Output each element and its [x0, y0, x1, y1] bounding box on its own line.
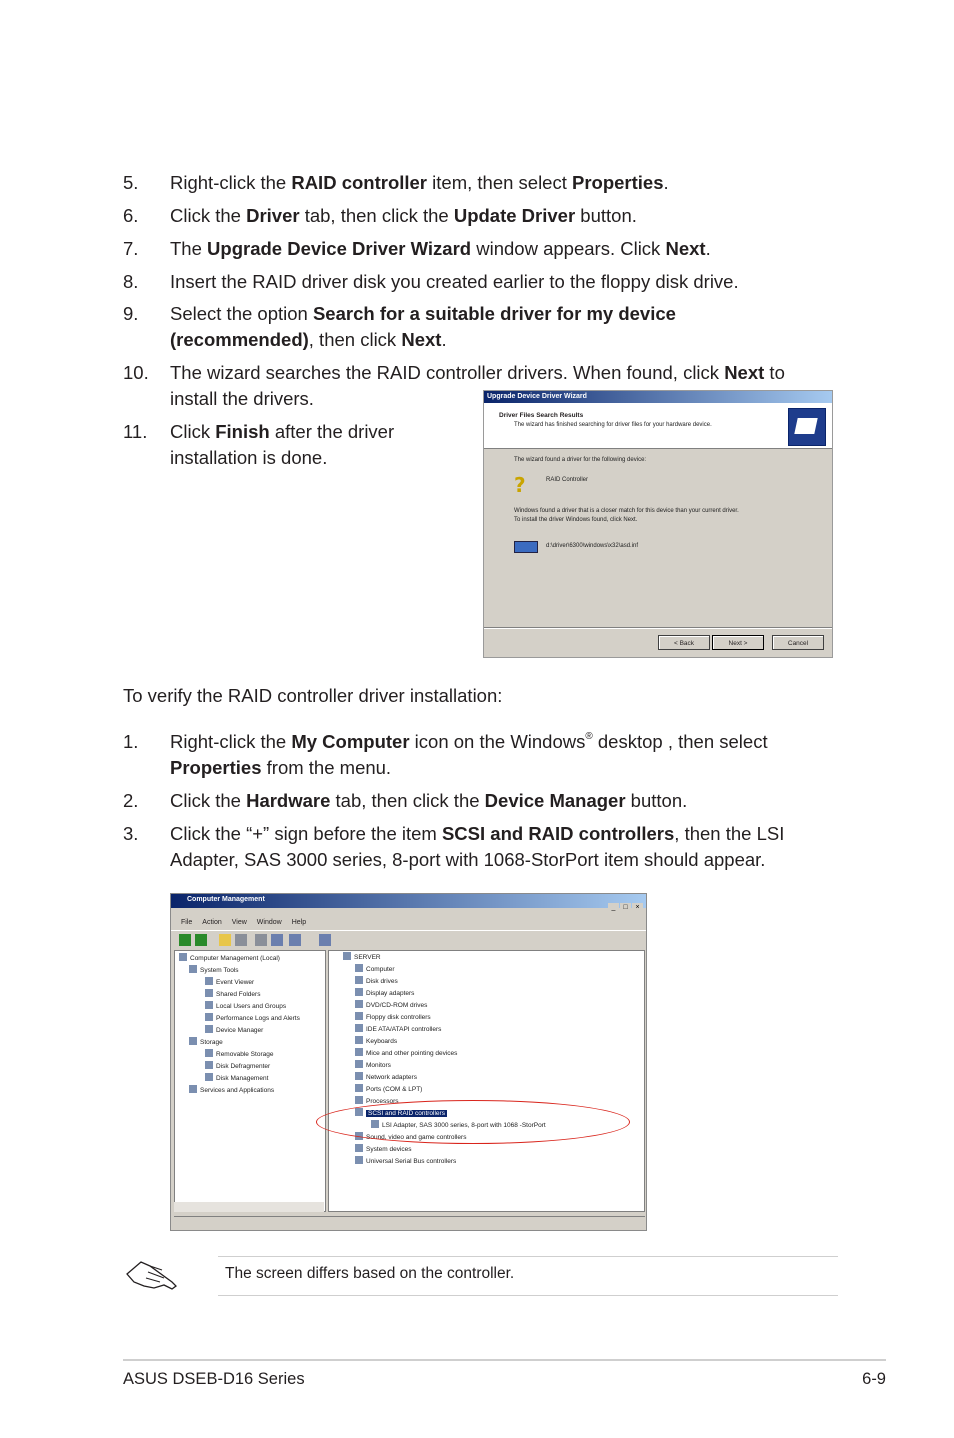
menu-item-window[interactable]: Window: [256, 919, 282, 926]
device-node[interactable]: [355, 976, 398, 988]
step-number: 5.: [123, 172, 139, 193]
wizard-driver-path: d:\driver\6300\windows\x32\asd.inf: [546, 543, 639, 549]
device-node[interactable]: [355, 1060, 391, 1072]
step-text: after the driver: [269, 421, 395, 442]
step-text: button.: [625, 790, 688, 811]
device-icon: [355, 964, 363, 972]
step-bold: (recommended): [170, 329, 309, 350]
step-text: Click the “+” sign before the item: [170, 823, 442, 844]
tree-node[interactable]: [205, 989, 260, 1001]
node-label: Shared Folders: [216, 991, 261, 998]
scan-hardware-icon[interactable]: [319, 934, 331, 946]
step-bold: Upgrade Device Driver Wizard: [207, 238, 472, 259]
step-text: The wizard searches the RAID controller drivers. When found, click: [170, 362, 725, 383]
node-label: Monitors: [366, 1062, 391, 1069]
device-icon: [355, 1156, 363, 1164]
step-bold: Next: [724, 362, 765, 383]
menu-item-file[interactable]: File: [181, 919, 193, 926]
node-label: Performance Logs and Alerts: [216, 1015, 300, 1022]
step-text: installation is done.: [170, 447, 328, 468]
step-text: Adapter, SAS 3000 series, 8-port with 1068-StorPort item should appear.: [170, 849, 766, 870]
step-bold: RAID controller: [291, 172, 428, 193]
step-text: desktop , then select: [592, 731, 768, 752]
device-node[interactable]: [355, 988, 414, 1000]
step-line: [170, 236, 711, 262]
menu-item-view[interactable]: View: [231, 919, 247, 926]
wizard-heading: Driver Files Search Results: [499, 412, 584, 419]
step-bold: Properties: [170, 757, 262, 778]
device-icon: [355, 1096, 363, 1104]
step-text: , then click: [308, 329, 402, 350]
node-label: Services and Applications: [200, 1087, 275, 1094]
step-line: [170, 301, 676, 327]
step-text: Click: [170, 421, 216, 442]
node-label: Disk Defragmenter: [216, 1063, 271, 1070]
node-label: Keyboards: [366, 1038, 398, 1045]
step-text: Select the option: [170, 303, 313, 324]
node-icon: [205, 1001, 213, 1009]
hardware-wizard-icon: [788, 408, 826, 446]
pointing-hand-icon: [124, 1252, 178, 1292]
device-icon: [343, 952, 351, 960]
node-icon: [205, 1025, 213, 1033]
cm-title: Computer Management: [187, 896, 265, 903]
cm-status-bar: [174, 1216, 645, 1228]
node-label: SCSI and RAID controllers: [368, 1110, 445, 1117]
node-label: Computer: [366, 966, 395, 973]
node-icon: [205, 977, 213, 985]
device-node[interactable]: [355, 1000, 427, 1012]
cm-titlebar: [171, 894, 646, 911]
step-text: Click the: [170, 790, 247, 811]
device-icon: [355, 1012, 363, 1020]
step-text: .: [441, 329, 447, 350]
node-icon: [189, 1037, 197, 1045]
tree-node[interactable]: [205, 1061, 270, 1073]
node-label: Universal Serial Bus controllers: [366, 1158, 457, 1165]
node-label: System Tools: [200, 967, 239, 974]
step-bold: Search for a suitable driver for my device: [312, 303, 676, 324]
step-bold: SCSI and RAID controllers: [441, 823, 675, 844]
step-line: [170, 203, 637, 229]
device-icon: [355, 976, 363, 984]
step-bold: Properties: [572, 172, 664, 193]
help-icon[interactable]: [289, 934, 301, 946]
step-text: window appears. Click: [471, 238, 666, 259]
device-icon: [355, 1144, 363, 1152]
device-icon: [355, 1024, 363, 1032]
next-button[interactable]: Next >: [712, 635, 764, 650]
device-icon: [355, 1000, 363, 1008]
node-label: Disk drives: [366, 978, 398, 985]
wizard-separator: [484, 627, 832, 629]
wizard-titlebar: [484, 391, 832, 403]
wizard-device-name: RAID Controller: [546, 477, 589, 483]
properties-icon[interactable]: [235, 934, 247, 946]
device-node[interactable]: [355, 1036, 397, 1048]
node-label: Disk Management: [216, 1075, 269, 1082]
tree-node[interactable]: [205, 1025, 263, 1037]
step-text: button.: [575, 205, 637, 226]
cm-menu-bar: [171, 911, 646, 927]
step-text: .: [705, 238, 711, 259]
device-icon: [355, 1072, 363, 1080]
device-node[interactable]: [355, 1072, 417, 1084]
step-number: 9.: [123, 303, 139, 324]
step-text: .: [663, 172, 669, 193]
step-text: The: [170, 238, 208, 259]
minimize-icon[interactable]: _: [608, 903, 619, 912]
tree-node[interactable]: [179, 953, 280, 965]
step-bold: Driver: [246, 205, 300, 226]
device-node[interactable]: [355, 1144, 412, 1156]
device-icon: [355, 1048, 363, 1056]
node-label: Removable Storage: [216, 1051, 274, 1058]
step-text: , then the LSI: [674, 823, 785, 844]
step-text: Click the: [170, 205, 247, 226]
step-text: Right-click the: [170, 172, 292, 193]
device-node[interactable]: [355, 1156, 456, 1168]
step-bold: Next: [665, 238, 706, 259]
node-label: DVD/CD-ROM drives: [366, 1002, 428, 1009]
wizard-closer-match-2: To install the driver Windows found, click Next.: [514, 517, 638, 523]
tree-node[interactable]: [205, 1049, 273, 1061]
forward-arrow-icon[interactable]: [195, 934, 207, 946]
node-icon: [179, 953, 187, 961]
step-text: tab, then click the: [330, 790, 485, 811]
step-bold: Finish: [215, 421, 270, 442]
step-text: item, then select: [427, 172, 572, 193]
step-bold: Hardware: [246, 790, 331, 811]
note-text: The screen differs based on the controller.: [225, 1265, 515, 1282]
tree-node[interactable]: [205, 1001, 286, 1013]
verify-intro: To verify the RAID controller driver installation:: [123, 685, 503, 706]
device-node[interactable]: [355, 1084, 422, 1096]
footer-rule: [123, 1359, 886, 1361]
node-label: LSI Adapter, SAS 3000 series, 8-port with 1068 -StorPort: [382, 1122, 546, 1129]
device-icon: [355, 1060, 363, 1068]
device-node[interactable]: [355, 1048, 457, 1060]
tree-node[interactable]: [205, 977, 254, 989]
note-bottom-rule: [218, 1295, 838, 1296]
export-icon[interactable]: [255, 934, 267, 946]
tree-node[interactable]: [189, 1037, 223, 1049]
node-label: Computer Management (Local): [190, 955, 280, 962]
tree-node[interactable]: [189, 1085, 274, 1097]
horizontal-scrollbar[interactable]: [174, 1202, 324, 1212]
tree-node[interactable]: [205, 1073, 268, 1085]
print-icon[interactable]: [271, 934, 283, 946]
node-label: IDE ATA/ATAPI controllers: [366, 1026, 442, 1033]
cm-left-tree: [174, 950, 326, 1212]
step-text: to: [764, 362, 785, 383]
node-icon: [205, 1061, 213, 1069]
step-line: [170, 419, 394, 445]
step-number: 11.: [123, 421, 148, 442]
step-number: 2.: [123, 790, 139, 811]
step-line: [170, 170, 669, 196]
step-number: 10.: [123, 362, 149, 383]
node-icon: [205, 1013, 213, 1021]
page-number: 6-9: [862, 1370, 886, 1388]
node-label: Storage: [200, 1039, 223, 1046]
unknown-device-icon: ?: [514, 473, 526, 497]
maximize-icon[interactable]: □: [620, 903, 631, 912]
node-label: Ports (COM & LPT): [366, 1086, 423, 1093]
step-number: 6.: [123, 205, 139, 226]
node-label: Device Manager: [216, 1027, 264, 1034]
wizard-header: [484, 403, 832, 449]
step-text: Insert the RAID driver disk you created earlier to the floppy disk drive.: [170, 271, 739, 292]
step-bold: Update Driver: [453, 205, 576, 226]
node-label: System devices: [366, 1146, 412, 1153]
node-label: Local Users and Groups: [216, 1003, 287, 1010]
step-number: 8.: [123, 271, 139, 292]
step-number: 1.: [123, 731, 139, 752]
node-label: Display adapters: [366, 990, 415, 997]
registered-mark: ®: [585, 731, 593, 742]
step-bold: My Computer: [291, 731, 410, 752]
step-text: tab, then click the: [299, 205, 454, 226]
wizard-subheading: The wizard has finished searching for driver files for your hardware device.: [514, 422, 712, 428]
wizard-found-text: The wizard found a driver for the following device:: [514, 457, 647, 463]
device-node[interactable]: [343, 952, 381, 964]
wizard-screenshot: [483, 390, 833, 658]
step-number: 3.: [123, 823, 139, 844]
computer-management-screenshot: [170, 893, 647, 1231]
step-line: [170, 386, 314, 412]
step-line: [170, 327, 447, 353]
note-top-rule: [218, 1256, 838, 1257]
footer-title: ASUS DSEB-D16 Series: [123, 1370, 305, 1388]
node-label: SERVER: [354, 954, 381, 961]
highlight-ellipse: [316, 1100, 630, 1144]
cm-toolbar: [171, 930, 646, 949]
device-icon: [355, 1084, 363, 1092]
node-label: Event Viewer: [216, 979, 255, 986]
driver-disk-icon: [514, 541, 538, 553]
step-line: [170, 445, 327, 471]
wizard-title: Upgrade Device Driver Wizard: [487, 393, 587, 400]
tree-node[interactable]: [205, 1013, 300, 1025]
node-label: Mice and other pointing devices: [366, 1050, 458, 1057]
step-text: Right-click the: [170, 731, 292, 752]
device-node[interactable]: [355, 964, 395, 976]
back-button[interactable]: < Back: [658, 635, 710, 650]
close-icon[interactable]: ×: [632, 903, 643, 912]
cm-right-tree: [328, 950, 645, 1212]
device-node[interactable]: [355, 1012, 431, 1024]
folder-icon[interactable]: [219, 934, 231, 946]
node-icon: [205, 1049, 213, 1057]
node-label: Sound, video and game controllers: [366, 1134, 467, 1141]
device-node[interactable]: [355, 1024, 441, 1036]
node-icon: [189, 965, 197, 973]
node-icon: [189, 1085, 197, 1093]
node-label: Processors: [366, 1098, 399, 1105]
wizard-closer-match-1: Windows found a driver that is a closer match for this device than your current driver.: [514, 508, 739, 514]
step-text: icon on the Windows: [409, 731, 586, 752]
device-icon: [355, 988, 363, 996]
step-text: install the drivers.: [170, 388, 314, 409]
menu-item-action[interactable]: Action: [202, 919, 222, 926]
step-line: [170, 269, 739, 295]
node-icon: [205, 1073, 213, 1081]
menu-item-help[interactable]: Help: [291, 919, 307, 926]
device-icon: [355, 1036, 363, 1044]
back-arrow-icon[interactable]: [179, 934, 191, 946]
step-line: [170, 360, 785, 386]
tree-node[interactable]: [189, 965, 239, 977]
step-number: 7.: [123, 238, 139, 259]
node-icon: [205, 989, 213, 997]
node-label: Network adapters: [366, 1074, 417, 1081]
step-bold: Next: [401, 329, 442, 350]
step-text: from the menu.: [261, 757, 392, 778]
cancel-button[interactable]: Cancel: [772, 635, 824, 650]
node-label: Floppy disk controllers: [366, 1014, 431, 1021]
step-bold: Device Manager: [484, 790, 626, 811]
